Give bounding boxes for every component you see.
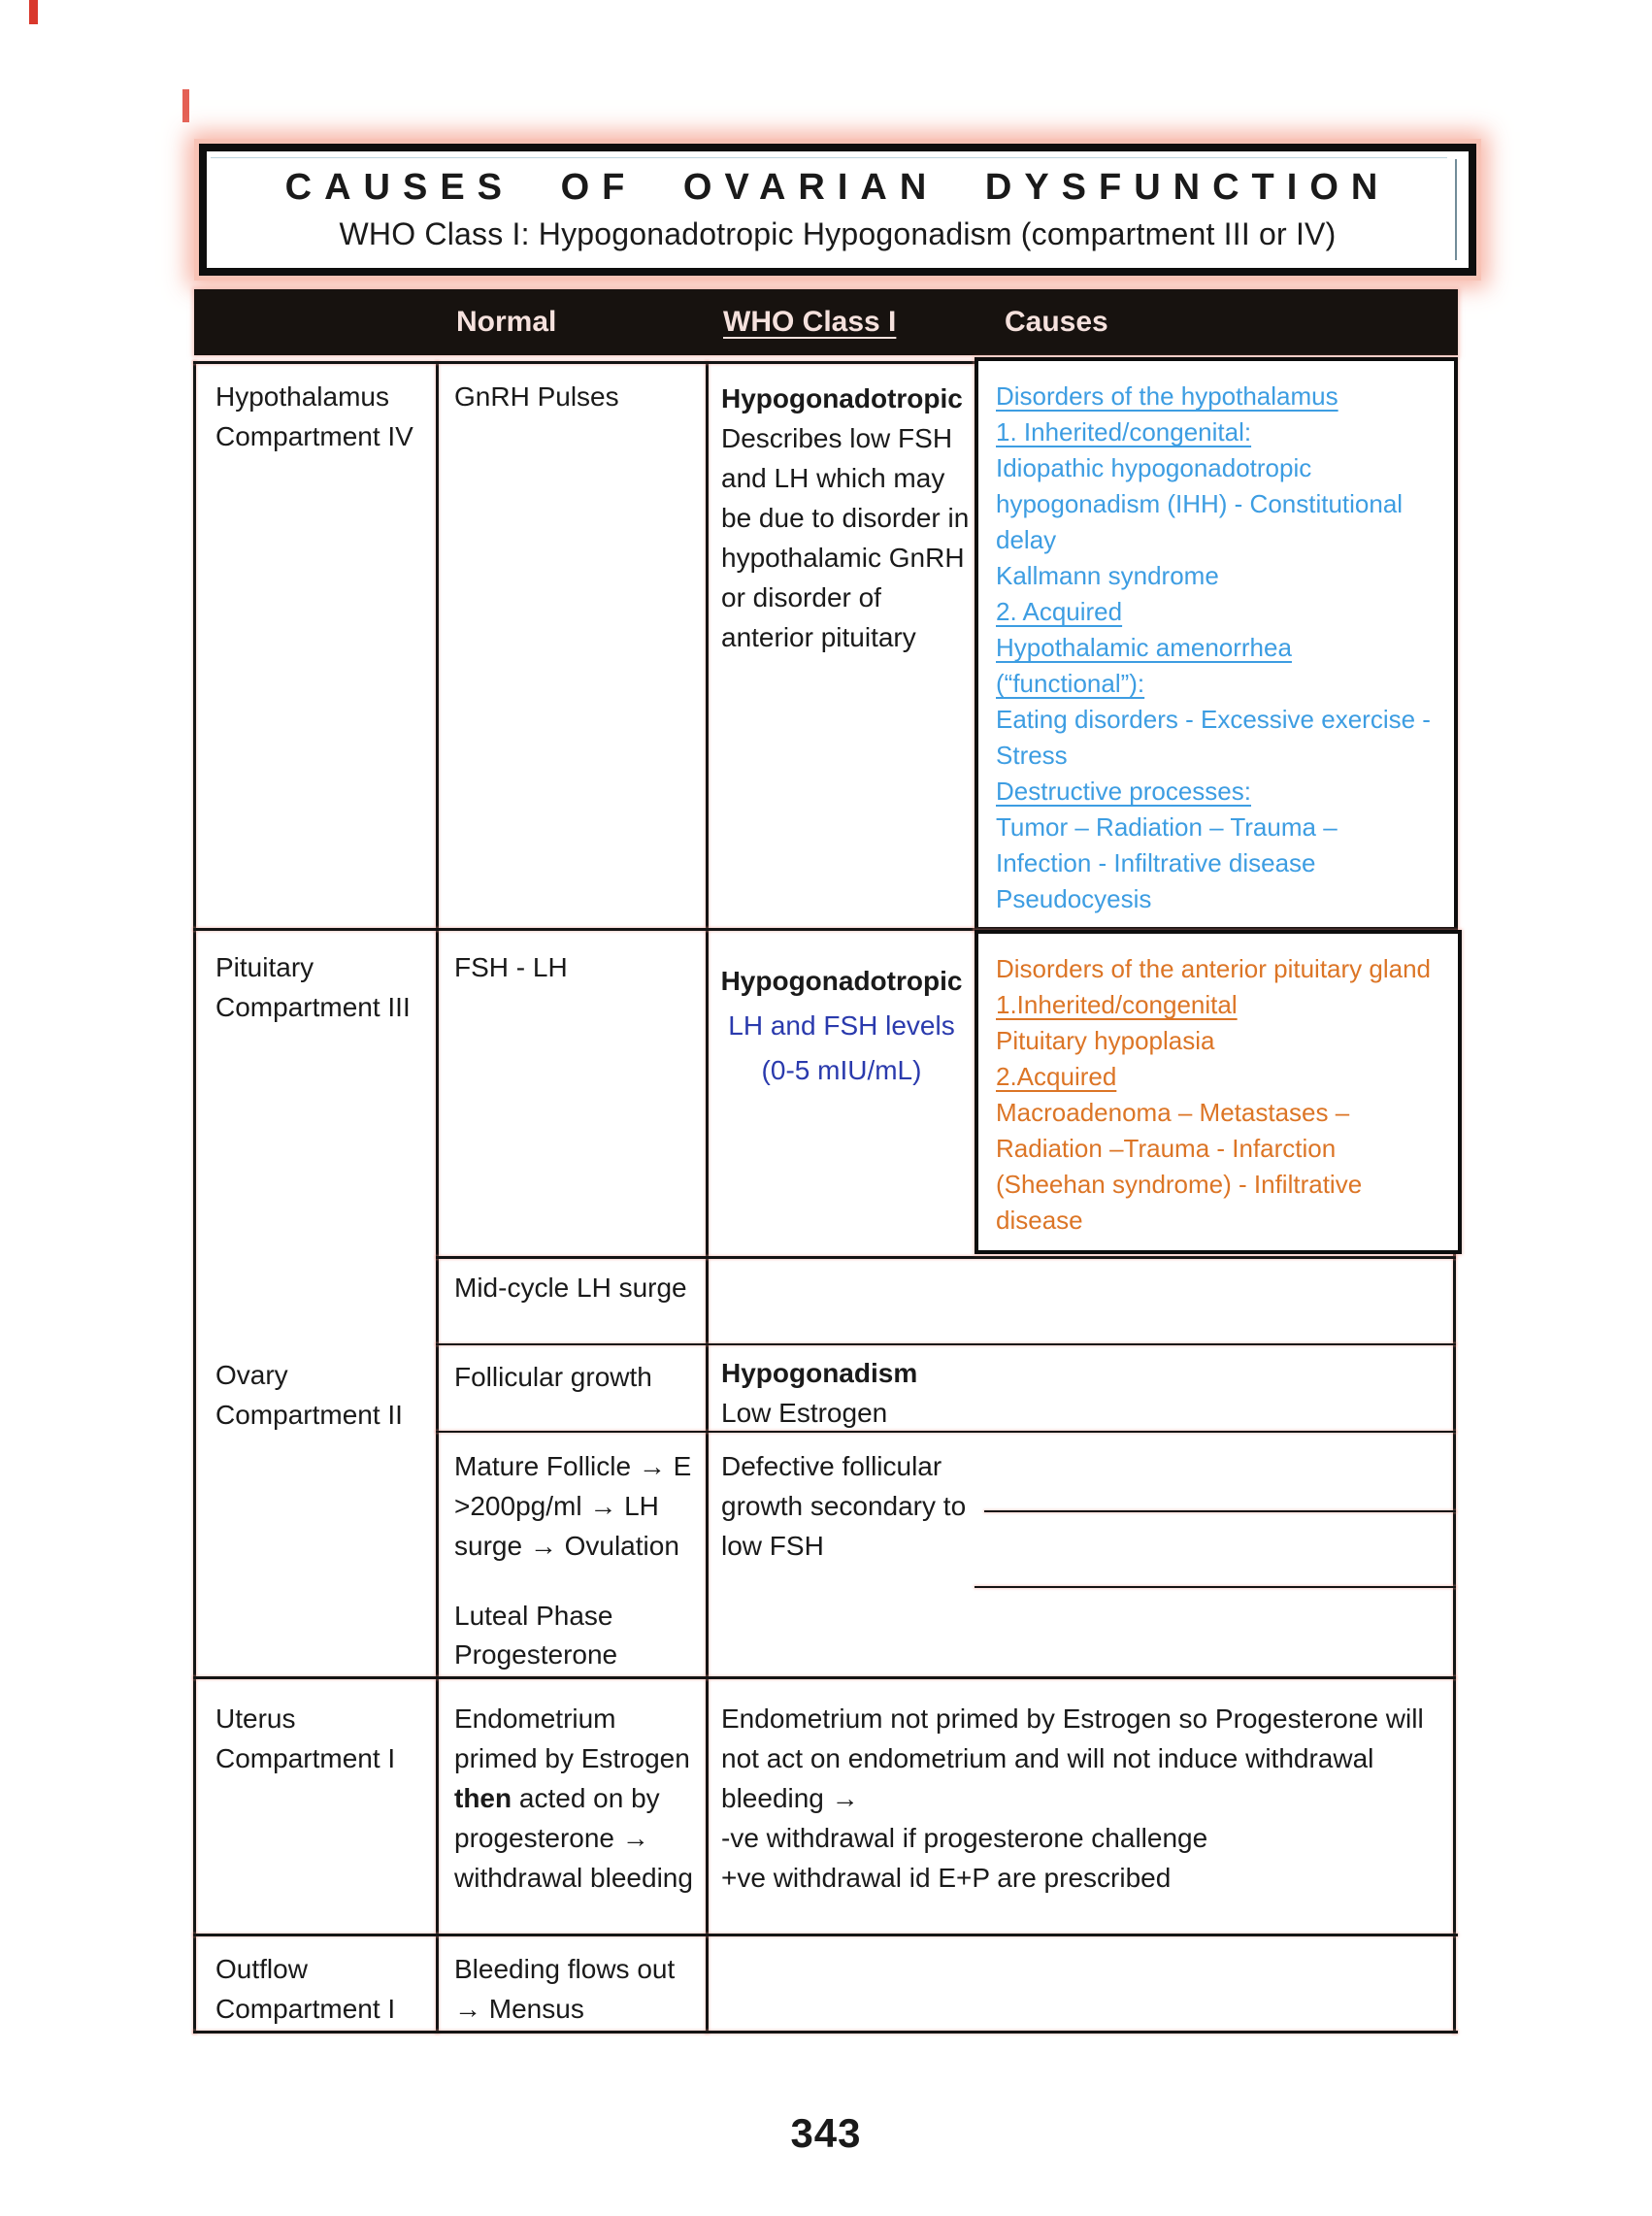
causes-line: Tumor – Radiation – Trauma – Infection - Infiltrative disease [996, 812, 1338, 877]
causes-line: Disorders of the anterior pituitary gland [996, 954, 1432, 983]
scan-mark-left [182, 89, 189, 122]
row-label-hypothalamus: Hypothalamus Compartment IV [215, 381, 413, 451]
page-number: 343 [790, 2110, 862, 2156]
causes-line: Hypothalamic amenorrhea (“functional”): [996, 633, 1292, 698]
arrow-right-icon: → [589, 1491, 617, 1521]
blank-rule-line-1 [984, 1510, 1456, 1512]
column-header-causes: Causes [1005, 306, 1108, 338]
normal-outflow-text: Bleeding flows out [454, 1954, 676, 1984]
table-border-bottom [193, 2031, 1458, 2034]
who-class-hypothalamus [721, 379, 970, 657]
causes-line: Idiopathic hypogonadotropic hypogonadism (IHH) - Constitutional delay [996, 453, 1404, 554]
causes-uterus-p2: -ve withdrawal if progesterone challenge [721, 1823, 1208, 1853]
row-divider-midcycle-top [436, 1256, 1456, 1259]
causes-line: Kallmann syndrome [996, 561, 1219, 590]
causes-line: Destructive processes: [996, 777, 1251, 806]
who-class-hypothalamus-title: Hypogonadotropic [721, 383, 963, 413]
who-class-pituitary [710, 959, 974, 1093]
normal-mature-text: Mature Follicle [454, 1451, 639, 1481]
title-box-inner-top-line [211, 157, 1447, 158]
arrow-right-icon: → [454, 1994, 481, 2024]
who-class-ovary-body: Low Estrogen [721, 1398, 888, 1428]
causes-line: 1.Inherited/congenital [996, 990, 1238, 1019]
causes-line: Macroadenoma – Metastases – Radiation –Trauma - Infarction (Sheehan syndrome) - Infiltrative disease [996, 1098, 1363, 1235]
who-class-pituitary-title: Hypogonadotropic [720, 966, 963, 996]
normal-follicular: Follicular growth [454, 1362, 652, 1392]
causes-hypothalamus [975, 357, 1458, 931]
row-label-ovary: Ovary Compartment II [215, 1360, 403, 1430]
blank-rule-line-2 [975, 1586, 1456, 1588]
normal-midcycle: Mid-cycle LH surge [454, 1273, 687, 1303]
normal-mature-text: LH surge [454, 1491, 659, 1561]
arrow-right-icon: → [529, 1531, 557, 1561]
causes-uterus [721, 1699, 1447, 1898]
row-divider-follicular-top [436, 1343, 1456, 1345]
normal-outflow [454, 1949, 697, 2029]
table-header-bar [194, 289, 1458, 355]
causes-line: Eating disorders - Excessive exercise - Stress [996, 705, 1431, 770]
normal-uterus-then: then [454, 1783, 512, 1813]
row-label-outflow: Outflow Compartment I [215, 1954, 396, 2024]
causes-line: 1. Inherited/congenital: [996, 417, 1252, 447]
row-divider-uterus-top [193, 1676, 1456, 1679]
normal-pituitary: FSH - LH [454, 952, 568, 982]
table-border-col2-col3 [706, 361, 709, 2034]
causes-uterus-p3: +ve withdrawal id E+P are prescribed [721, 1863, 1172, 1893]
scan-mark-top [29, 0, 38, 24]
arrow-right-icon: → [621, 1823, 649, 1853]
causes-line: 2. Acquired [996, 597, 1123, 626]
normal-uterus-text: Endometrium primed by Estrogen [454, 1703, 690, 1773]
causes-pituitary [975, 930, 1462, 1254]
page-title: CAUSES OF OVARIAN DYSFUNCTION [284, 167, 1391, 208]
table-border-col1-col2 [436, 361, 439, 2034]
who-class-pituitary-range: (0-5 mIU/mL) [761, 1055, 922, 1085]
causes-uterus-p1 [721, 1699, 1447, 1818]
arrow-right-icon: → [638, 1451, 666, 1481]
table-border-left [193, 361, 196, 2034]
normal-luteal: Luteal Phase Progesterone [454, 1601, 618, 1670]
normal-uterus [454, 1699, 697, 1898]
causes-uterus-text: Endometrium not primed by Estrogen so Progesterone will not act on endometrium and will not induce withdrawal bleeding [721, 1703, 1424, 1813]
title-box [199, 144, 1476, 276]
normal-uterus-text: withdrawal bleeding [454, 1863, 693, 1893]
normal-uterus-text: acted on by progesterone [454, 1783, 660, 1853]
causes-line: Pseudocyesis [996, 884, 1152, 913]
normal-mature-text: Ovulation [556, 1531, 679, 1561]
normal-mature-text: E >200pg/ml [454, 1451, 692, 1521]
who-class-pituitary-levels: LH and FSH levels [728, 1010, 955, 1041]
title-box-inner-right-line [1455, 159, 1457, 260]
causes-line: 2.Acquired [996, 1062, 1117, 1091]
who-class-ovary [721, 1353, 1129, 1433]
arrow-right-icon: → [831, 1783, 859, 1813]
who-class-ovary-title: Hypogonadism [721, 1358, 918, 1388]
row-divider-outflow-top [193, 1934, 1458, 1936]
causes-line: Disorders of the hypothalamus [996, 381, 1338, 411]
row-label-pituitary: Pituitary Compartment III [215, 952, 411, 1022]
normal-mature-follicle [454, 1446, 699, 1566]
row-label-uterus: Uterus Compartment I [215, 1703, 396, 1773]
column-header-who-class: WHO Class I [723, 306, 897, 338]
causes-line: Pituitary hypoplasia [996, 1026, 1215, 1055]
normal-hypothalamus: GnRH Pulses [454, 381, 619, 412]
normal-outflow-text: Mensus [481, 1994, 584, 2024]
who-class-hypothalamus-body: Describes low FSH and LH which may be due to disorder in hypothalamic GnRH or disorder of anterior pituitary [721, 423, 970, 652]
column-header-normal: Normal [456, 306, 557, 338]
who-class-mature: Defective follicular growth secondary to low FSH [721, 1451, 967, 1561]
page-subtitle: WHO Class I: Hypogonadotropic Hypogonadism (compartment III or IV) [339, 216, 1337, 251]
